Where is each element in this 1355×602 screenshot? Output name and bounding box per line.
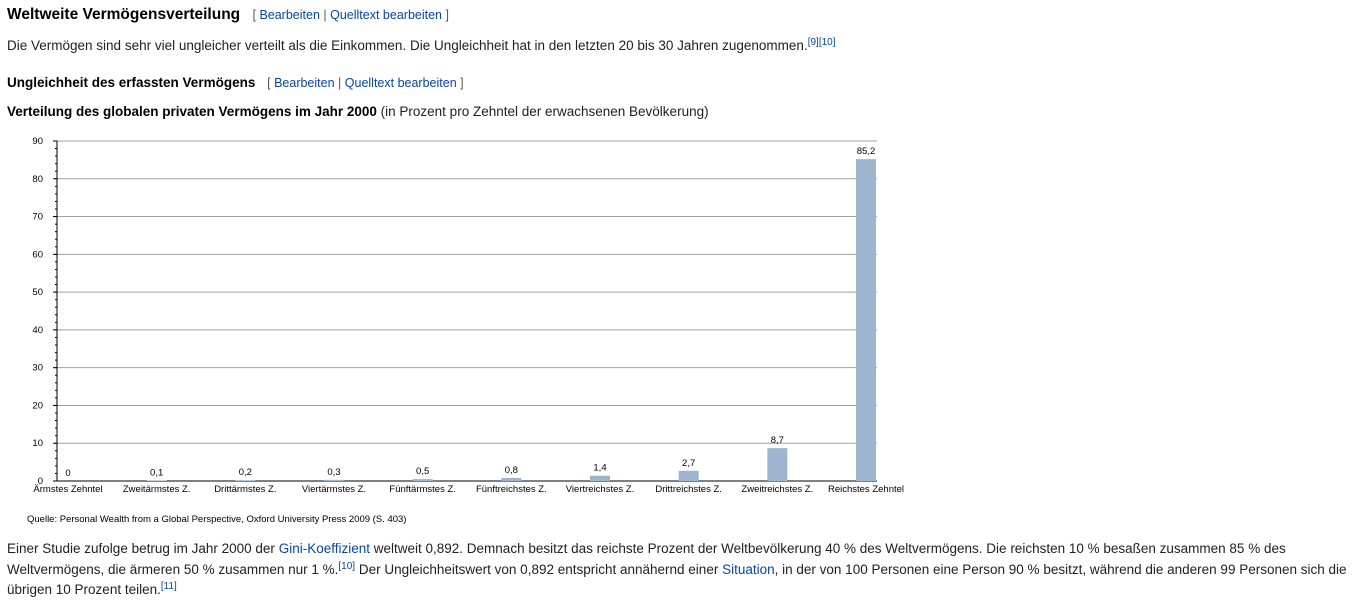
ref-10-link[interactable]: [10]: [338, 560, 356, 572]
category-label: Zweitreichstes Z.: [741, 484, 814, 495]
category-label: Ärmstes Zehntel: [33, 484, 103, 495]
bar: [679, 471, 699, 481]
bar: [235, 480, 255, 481]
data-label: 0: [65, 468, 71, 479]
body-text-3: Der Ungleichheitswert von 0,892 entspricht annähernd einer: [358, 561, 719, 577]
bar-chart: [0, 130, 920, 502]
data-label: 8,7: [770, 435, 784, 447]
y-tick-label: 70: [32, 211, 43, 223]
bar: [590, 476, 610, 481]
edit-link[interactable]: Bearbeiten: [259, 8, 320, 22]
ref-9-link[interactable]: [9]: [807, 37, 819, 48]
bar: [324, 480, 344, 481]
category-label: Drittreichstes Z.: [655, 484, 722, 495]
category-label: Fünftreichstes Z.: [475, 484, 547, 495]
data-label: 0,5: [416, 466, 430, 478]
body-paragraph: [7, 539, 1350, 601]
subsection-title: Ungleichheit des erfassten Vermögens: [7, 75, 256, 90]
ref-10-link[interactable]: [10]: [818, 37, 836, 48]
section-edit-links: [252, 8, 449, 22]
data-label: 0,3: [327, 466, 341, 478]
data-label: 0,2: [238, 467, 252, 479]
bracket-close: ]: [445, 8, 449, 22]
situation-link[interactable]: Situation: [722, 561, 775, 577]
y-tick-label: 50: [32, 287, 43, 299]
chart-caption-bold: Verteilung des globalen privaten Vermögens im Jahr 2000: [7, 104, 377, 119]
source-edit-link[interactable]: Quelltext bearbeiten: [344, 76, 457, 90]
separator: |: [338, 76, 342, 90]
y-tick-label: 30: [32, 362, 43, 374]
edit-link[interactable]: Bearbeiten: [274, 76, 335, 90]
chart-caption: [7, 104, 709, 119]
category-label: Fünftärmstes Z.: [389, 484, 456, 495]
section-heading: [7, 6, 449, 24]
subsection-edit-links: [267, 76, 464, 90]
body-text-4: , in der von 100 Personen eine Person 90 % besitzt, während die anderen 99 Personen sich die übrigen 10 Prozent teilen.: [7, 561, 1347, 597]
y-tick-label: 20: [32, 400, 43, 412]
data-label: 85,2: [856, 146, 876, 158]
bar: [501, 478, 521, 481]
bracket-close: ]: [460, 76, 464, 90]
bar: [413, 479, 433, 481]
intro-text: Die Vermögen sind sehr viel ungleicher verteilt als die Einkommen. Die Ungleichheit hat in den letzten 20 bis 30 Jahren zugenommen.: [7, 38, 808, 53]
category-label: Viertärmstes Z.: [301, 484, 367, 495]
body-text-2: weltweit 0,892. Demnach besitzt das reichste Prozent der Weltbevölkerung 40 % des Weltvermögens. Die reichsten 10 % besaßen zusammen 85 % des Weltvermögens, die ärmeren 50 % zusammen nur 1 %.: [7, 541, 1286, 577]
bar: [767, 448, 787, 481]
bar: [856, 159, 876, 481]
y-tick-label: 40: [32, 324, 43, 336]
y-tick-label: 90: [32, 136, 43, 147]
intro-paragraph: [7, 38, 836, 53]
category-label: Reichstes Zehntel: [827, 484, 905, 495]
body-text-1: Einer Studie zufolge betrug im Jahr 2000 der: [7, 541, 275, 556]
chart-caption-normal: (in Prozent pro Zehntel der erwachsenen Bevölkerung): [380, 104, 709, 119]
bracket-open: [: [267, 76, 271, 90]
y-tick-label: 0: [37, 476, 43, 487]
category-label: Viertreichstes Z.: [565, 484, 635, 495]
data-label: 1,4: [593, 462, 607, 474]
ref-11-link[interactable]: [11]: [160, 581, 177, 592]
source-edit-link[interactable]: Quelltext bearbeiten: [330, 8, 443, 22]
category-label: Zweitärmstes Z.: [122, 484, 191, 495]
y-tick-label: 10: [32, 438, 43, 450]
section-title: Weltweite Vermögensverteilung: [7, 6, 241, 23]
chart-source: Quelle: Personal Wealth from a Global Perspective, Oxford University Press 2009 (S. 403): [27, 514, 407, 525]
category-label: Drittärmstes Z.: [214, 484, 277, 495]
bar: [147, 480, 167, 481]
subsection-heading: [7, 75, 464, 90]
data-label: 0,8: [504, 464, 518, 476]
separator: |: [323, 8, 327, 22]
bracket-open: [: [252, 8, 256, 22]
data-label: 2,7: [682, 457, 696, 469]
gini-link[interactable]: Gini-Koeffizient: [278, 541, 370, 556]
data-label: 0,1: [150, 467, 164, 479]
y-tick-label: 80: [32, 173, 43, 185]
y-tick-label: 60: [32, 249, 43, 261]
